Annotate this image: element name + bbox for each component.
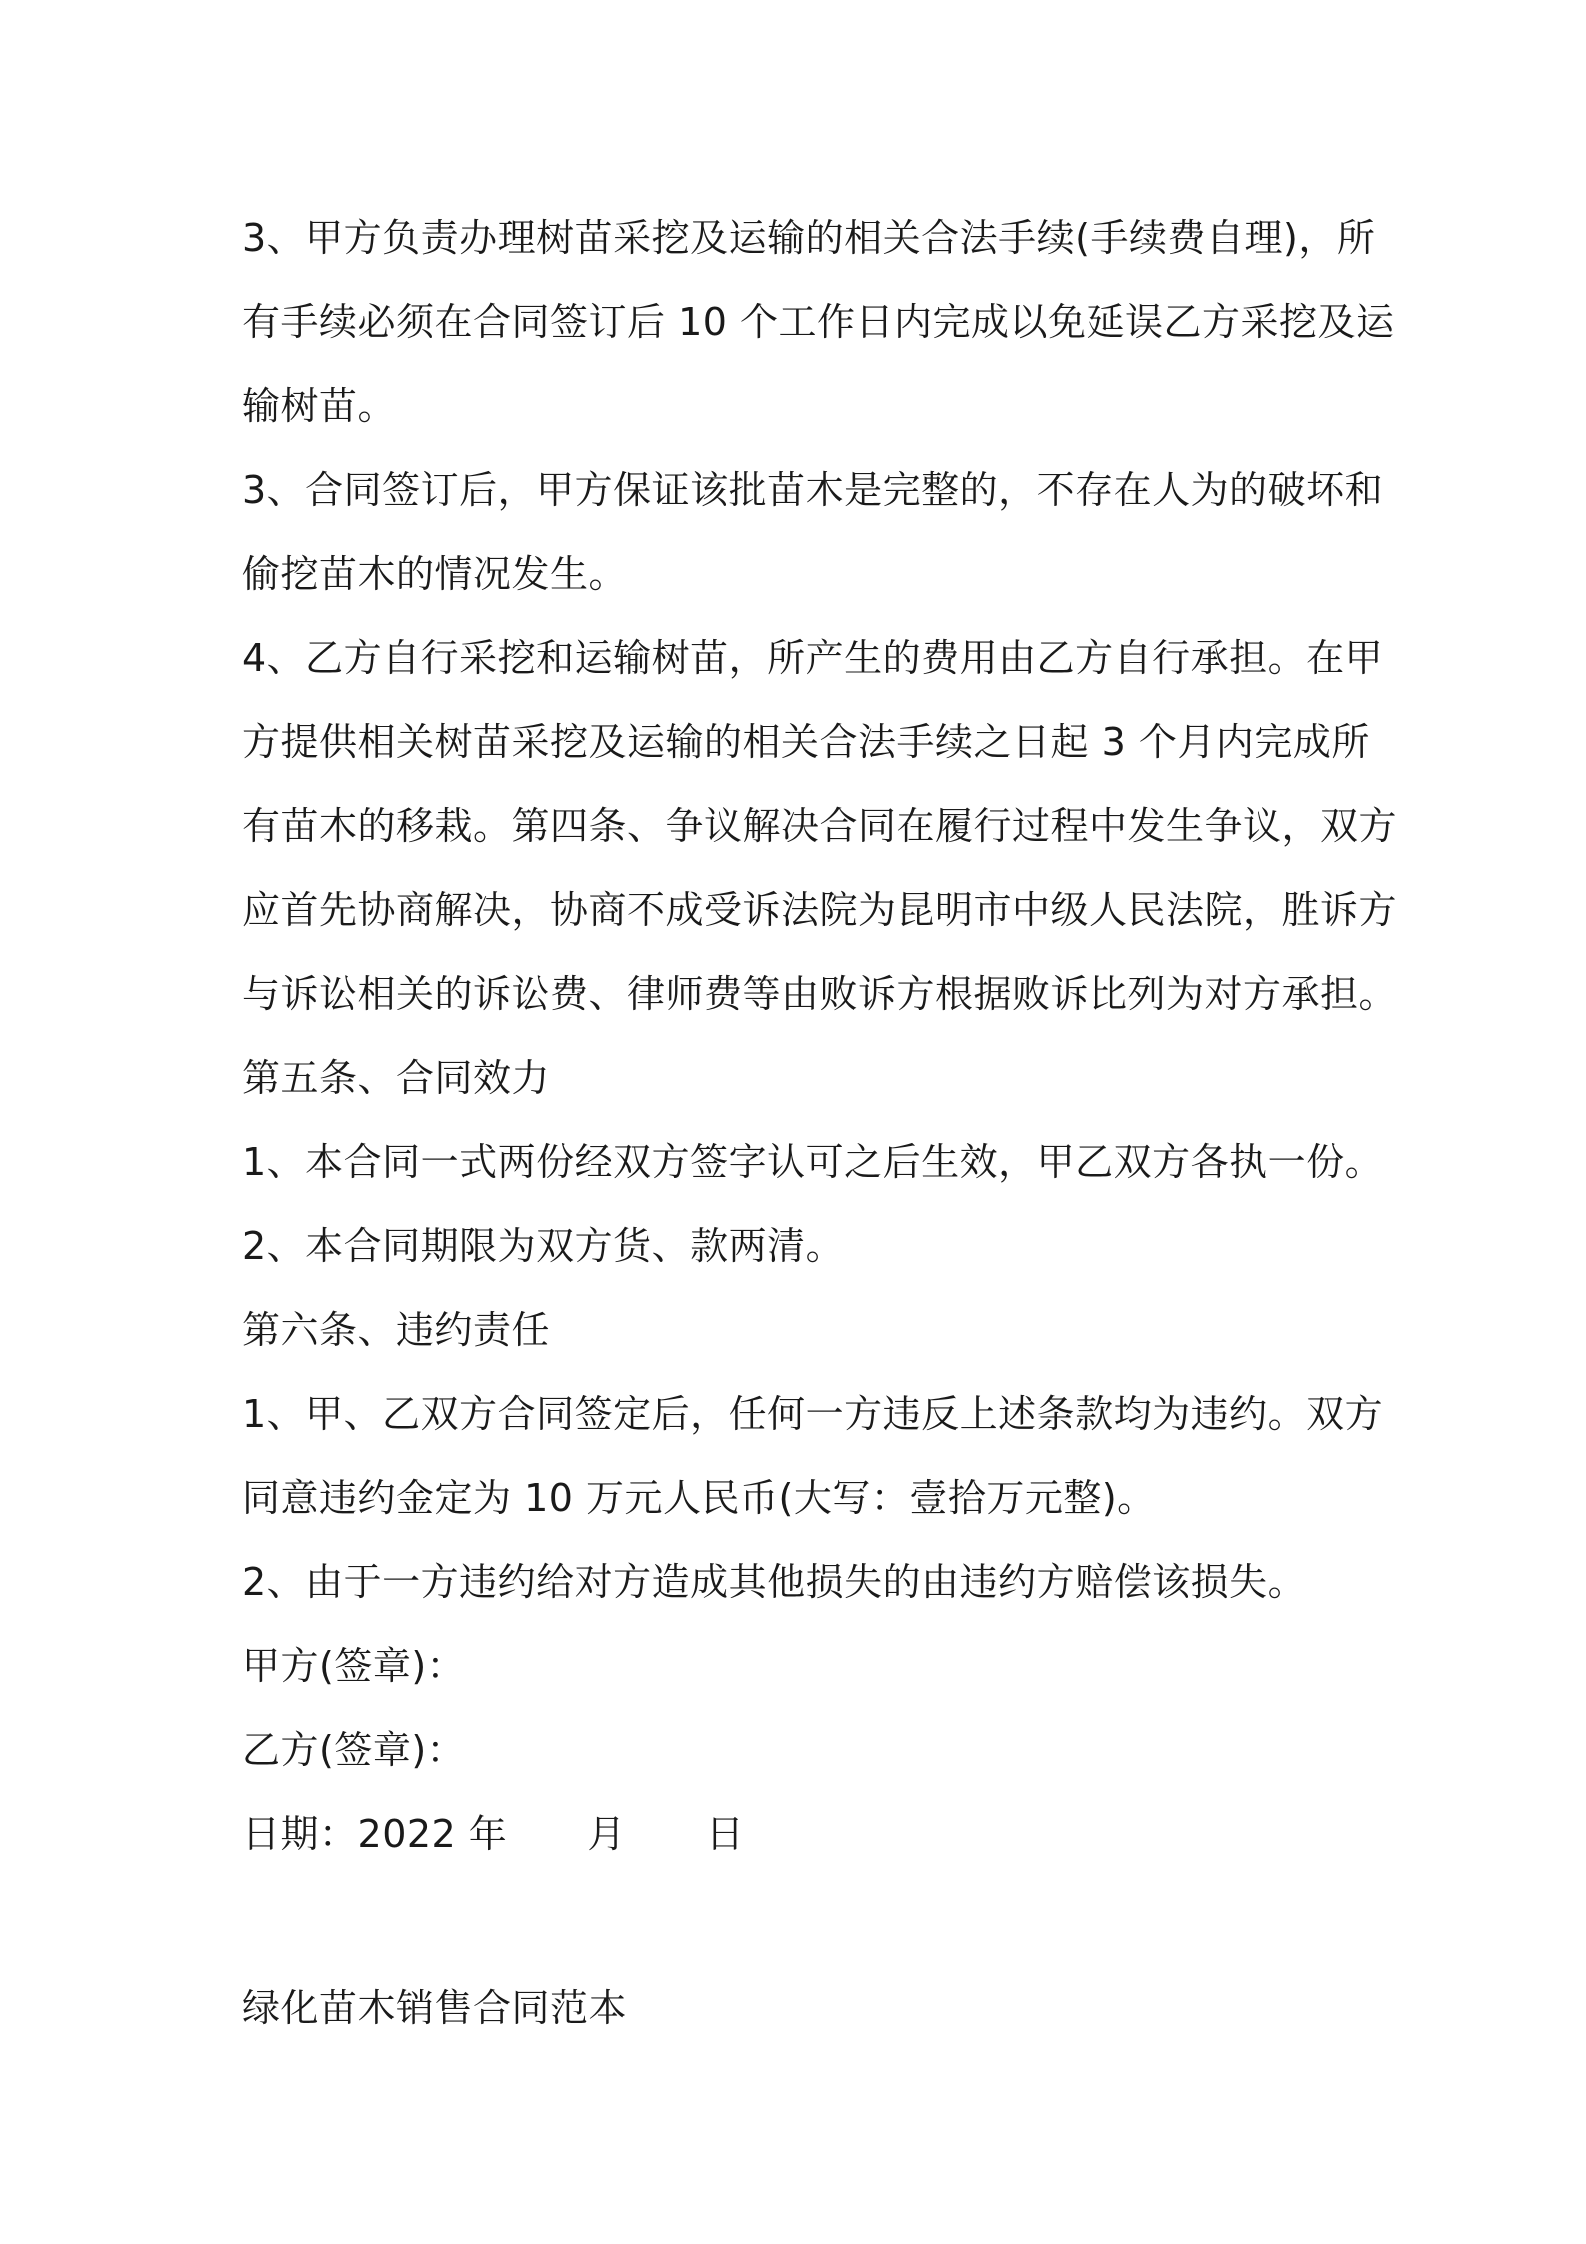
paragraph-line: 1、本合同一式两份经双方签字认可之后生效，甲乙双方各执一份。 [242,1140,1384,1184]
section-heading-breach-liability: 第六条、违约责任 [242,1308,551,1352]
paragraph-line: 方提供相关树苗采挖及运输的相关合法手续之日起 3 个月内完成所 [242,720,1370,764]
paragraph-line: 3、甲方负责办理树苗采挖及运输的相关合法手续(手续费自理)，所 [242,216,1376,260]
date-year: 2022 年 [357,1812,508,1856]
date-line [242,1792,1362,1876]
section-heading-contract-validity: 第五条、合同效力 [242,1056,551,1100]
paragraph-line: 同意违约金定为 10 万元人民币(大写：壹拾万元整)。 [242,1476,1156,1520]
next-document-title: 绿化苗木销售合同范本 [242,1986,628,2030]
paragraph-line: 2、由于一方违约给对方造成其他损失的由违约方赔偿该损失。 [242,1560,1307,1604]
paragraph-line: 2、本合同期限为双方货、款两清。 [242,1224,845,1268]
paragraph-line: 有苗木的移栽。第四条、争议解决合同在履行过程中发生争议，双方 [242,804,1398,848]
document-body [242,196,1398,2050]
paragraph-line: 有手续必须在合同签订后 10 个工作日内完成以免延误乙方采挖及运 [242,300,1395,344]
spacer [242,1876,1362,1966]
paragraph-line: 输树苗。 [242,384,397,428]
party-b-signature-label: 乙方(签章)： [242,1728,466,1772]
paragraph-line: 3、合同签订后，甲方保证该批苗木是完整的，不存在人为的破坏和 [242,468,1384,512]
paragraph-line: 与诉讼相关的诉讼费、律师费等由败诉方根据败诉比列为对方承担。 [242,972,1398,1016]
paragraph-line: 4、乙方自行采挖和运输树苗，所产生的费用由乙方自行承担。在甲 [242,636,1384,680]
date-label: 日期： [242,1812,358,1856]
date-day: 日 [705,1812,745,1856]
paragraph-line: 1、甲、乙双方合同签定后，任何一方违反上述条款均为违约。双方 [242,1392,1384,1436]
party-a-signature-label: 甲方(签章)： [242,1644,466,1688]
paragraph-line: 应首先协商解决，协商不成受诉法院为昆明市中级人民法院，胜诉方 [242,888,1398,932]
date-month: 月 [587,1812,626,1856]
paragraph-line: 偷挖苗木的情况发生。 [242,552,628,596]
